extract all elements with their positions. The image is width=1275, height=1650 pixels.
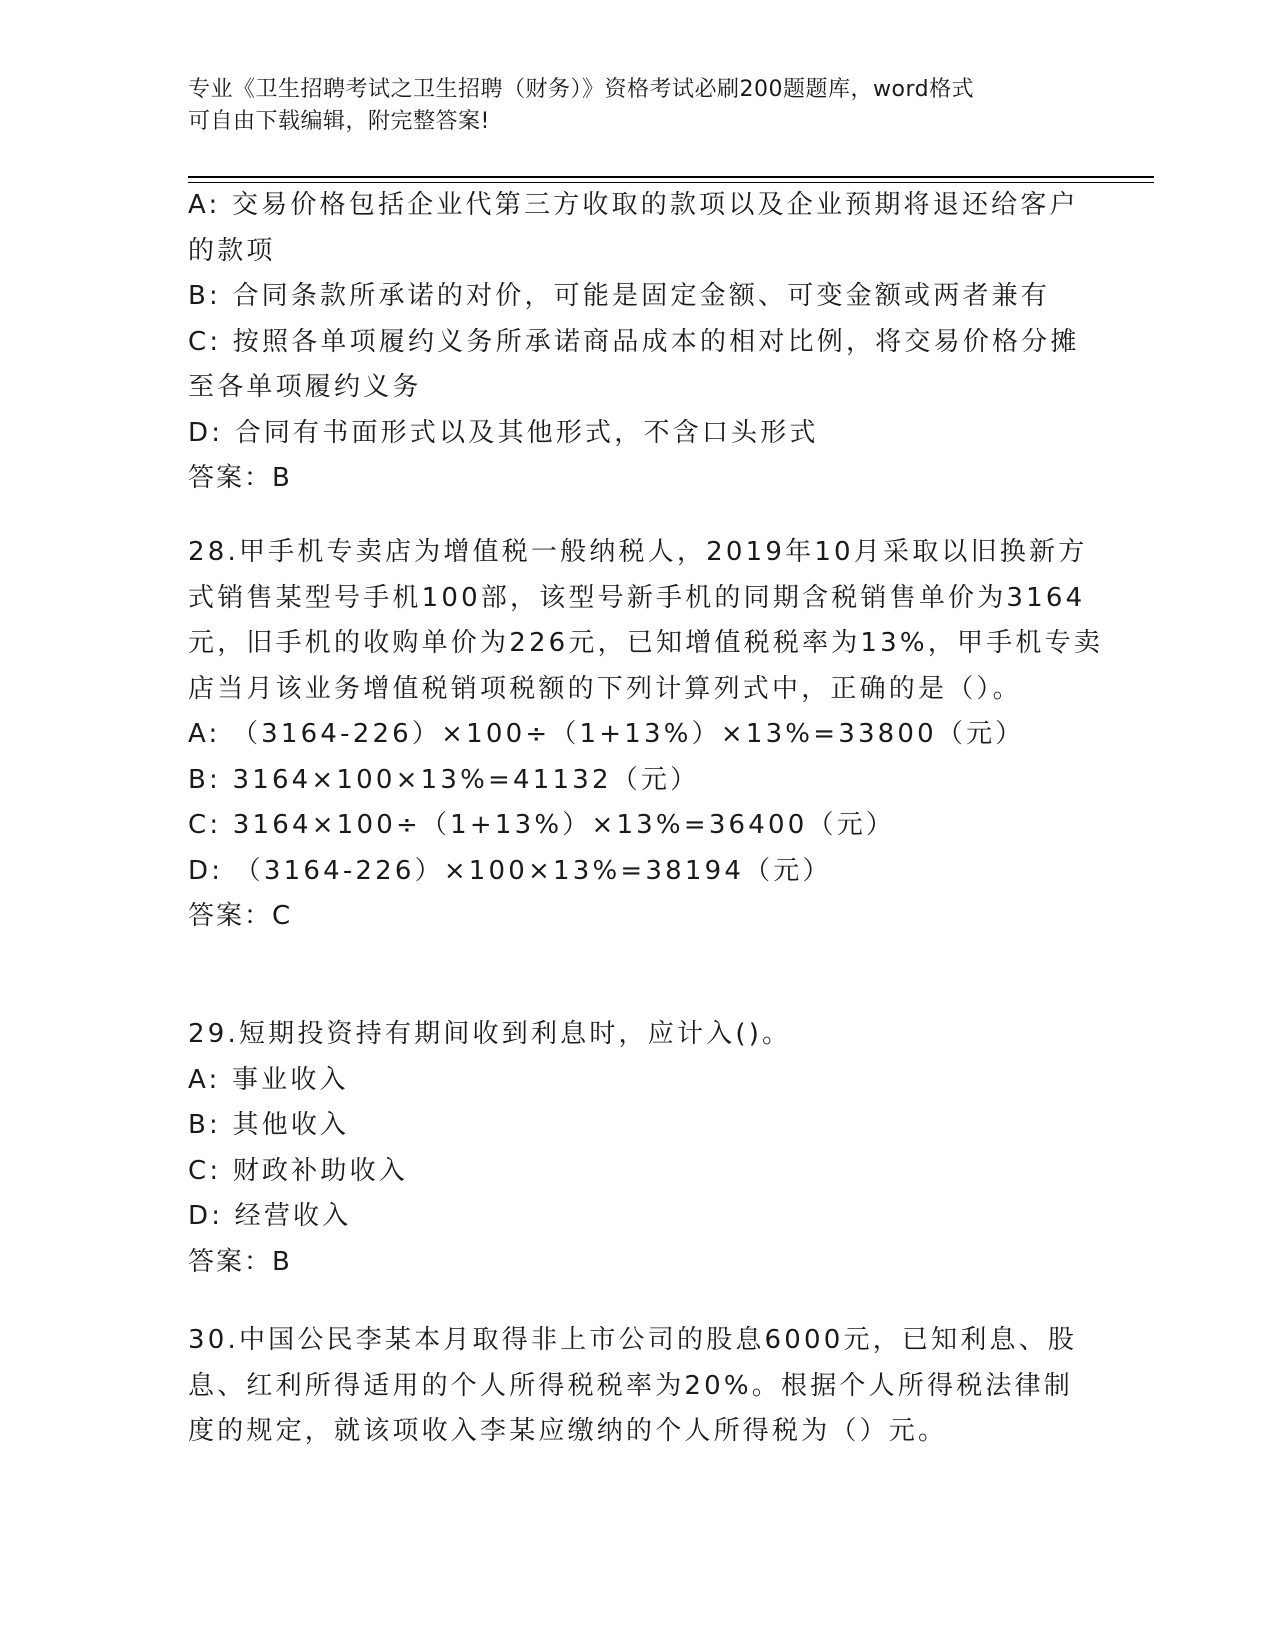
q27-option-c-line-2: 至各单项履约义务	[188, 372, 422, 402]
q29-option-d: D: 经营收入	[188, 1201, 352, 1231]
header-title-line-2: 可自由下载编辑，附完整答案!	[188, 109, 490, 134]
q30-stem-line-3: 度的规定，就该项收入李某应缴纳的个人所得税为（）元。	[188, 1416, 948, 1446]
q28-answer: 答案：C	[188, 901, 293, 931]
question-30-block	[188, 1318, 1088, 1455]
q28-option-a: A: （3164-226）×100÷（1+13%）×13%=33800（元）	[188, 719, 1025, 749]
q27-option-a-line-2: 的款项	[188, 235, 276, 266]
q28-stem-line-4: 店当月该业务增值税销项税额的下列计算列式中，正确的是（）。	[188, 673, 1022, 704]
q28-option-b: B: 3164×100×13%=41132（元）	[188, 764, 700, 795]
q27-option-b: B: 合同条款所承诺的对价，可能是固定金额、可变金额或两者兼有	[188, 281, 1051, 311]
q29-option-c: C: 财政补助收入	[188, 1155, 408, 1186]
q29-answer: 答案：B	[188, 1246, 292, 1277]
q30-stem-line-2: 息、红利所得适用的个人所得税税率为20%。根据个人所得税法律制	[188, 1370, 1073, 1401]
question-27-block	[188, 183, 1088, 502]
q27-answer: 答案：B	[188, 463, 292, 493]
q29-stem: 29.短期投资持有期间收到利息时，应计入()。	[188, 1019, 792, 1049]
header-divider-thick	[188, 176, 1154, 178]
q29-option-a: A: 事业收入	[188, 1064, 349, 1095]
q28-option-d: D: （3164-226）×100×13%=38194（元）	[188, 855, 832, 886]
q28-stem-line-3: 元，旧手机的收购单价为226元，已知增值税税率为13%，甲手机专卖	[188, 628, 1104, 658]
q27-option-c-line-1: C: 按照各单项履约义务所承诺商品成本的相对比例，将交易价格分摊	[188, 326, 1080, 357]
q29-option-b: B: 其他收入	[188, 1110, 350, 1140]
q28-option-c: C: 3164×100÷（1+13%）×13%=36400（元）	[188, 810, 896, 840]
q30-stem-line-1: 30.中国公民李某本月取得非上市公司的股息6000元，已知利息、股	[188, 1325, 1078, 1355]
q28-stem-line-2: 式销售某型号手机100部，该型号新手机的同期含税销售单价为3164	[188, 582, 1086, 613]
question-28-block	[188, 530, 1104, 940]
q28-stem-line-1: 28.甲手机专卖店为增值税一般纳税人，2019年10月采取以旧换新方	[188, 537, 1088, 567]
document-header	[188, 74, 1068, 138]
q27-option-d: D: 合同有书面形式以及其他形式，不含口头形式	[188, 417, 819, 448]
q27-option-a-line-1: A: 交易价格包括企业代第三方收取的款项以及企业预期将退还给客户	[188, 190, 1079, 220]
question-29-block	[188, 1012, 1088, 1285]
header-title-line-1: 专业《卫生招聘考试之卫生招聘（财务）》资格考试必刷200题题库，word格式	[188, 77, 975, 102]
